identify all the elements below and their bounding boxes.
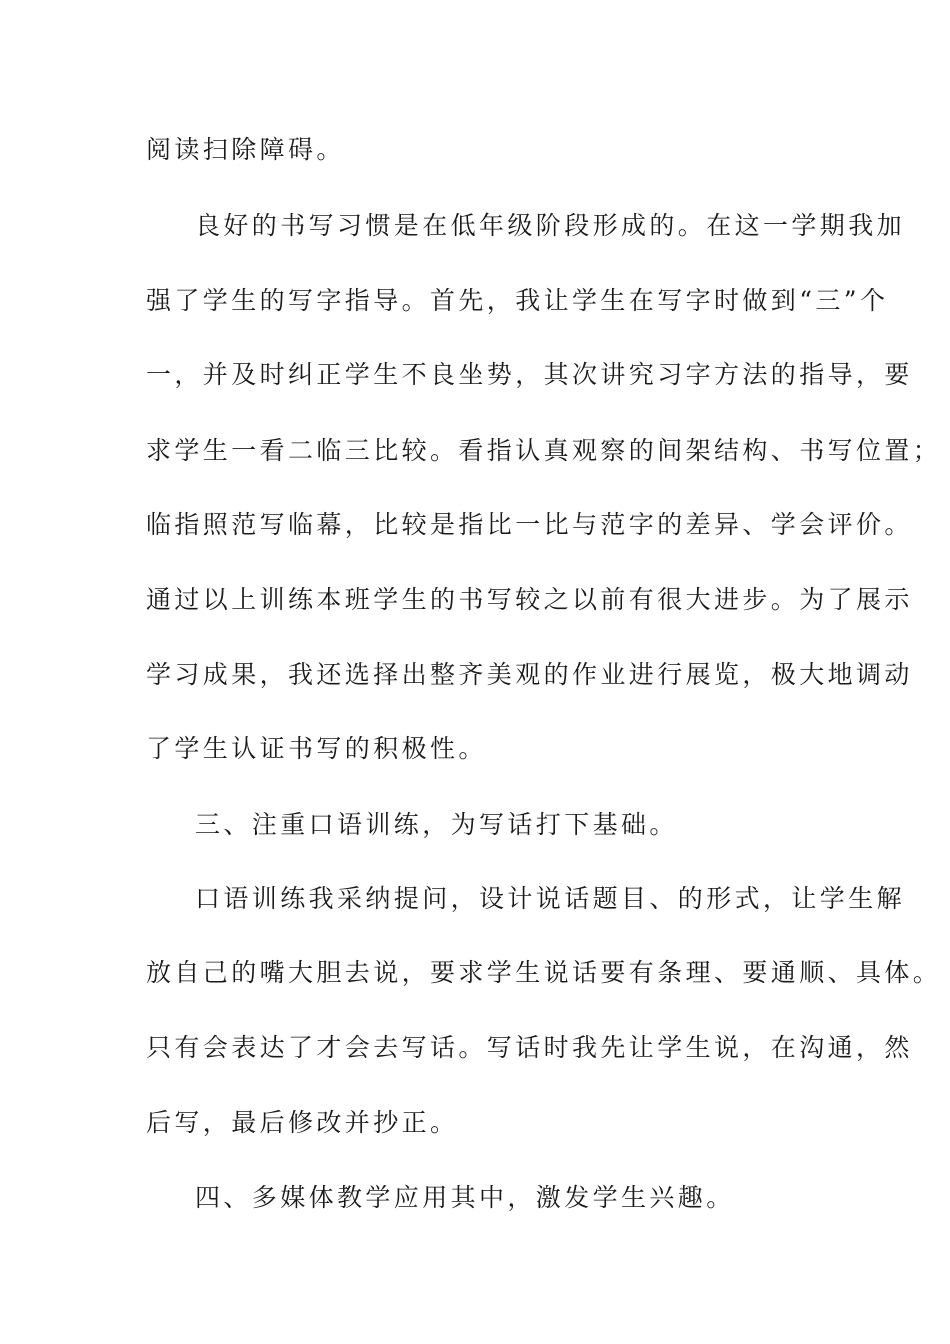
paragraph-line: 阅读扫除障碍。 <box>146 135 345 164</box>
section-heading: 三、注重口语训练，为写话打下基础。 <box>195 810 678 839</box>
paragraph-line: 口语训练我采纳提问，设计说话题目、的形式，让学生解 <box>195 884 906 913</box>
section-heading: 四、多媒体教学应用其中，激发学生兴趣。 <box>195 1183 735 1212</box>
paragraph-line: 学习成果，我还选择出整齐美观的作业进行展览，极大地调动 <box>146 660 913 689</box>
paragraph-line: 良好的书写习惯是在低年级阶段形成的。在这一学期我加 <box>195 211 906 240</box>
paragraph-line: 放自己的嘴大胆去说，要求学生说话要有条理、要通顺、具体。 <box>146 958 942 987</box>
paragraph-line: 通过以上训练本班学生的书写较之以前有很大进步。为了展示 <box>146 585 913 614</box>
paragraph-line: 了学生认证书写的积极性。 <box>146 734 487 763</box>
paragraph-line: 只有会表达了才会去写话。写话时我先让学生说，在沟通，然 <box>146 1033 913 1062</box>
paragraph-line: 求学生一看二临三比较。看指认真观察的间架结构、书写位置； <box>146 436 942 465</box>
paragraph-line: 一，并及时纠正学生不良坐势，其次讲究习字方法的指导，要 <box>146 360 913 389</box>
paragraph-line: 后写，最后修改并抄正。 <box>146 1108 459 1137</box>
paragraph-line: 强了学生的写字指导。首先，我让学生在写字时做到“三”个 <box>146 286 889 315</box>
paragraph-line: 临指照范写临幕，比较是指比一比与范字的差异、学会评价。 <box>146 510 913 539</box>
